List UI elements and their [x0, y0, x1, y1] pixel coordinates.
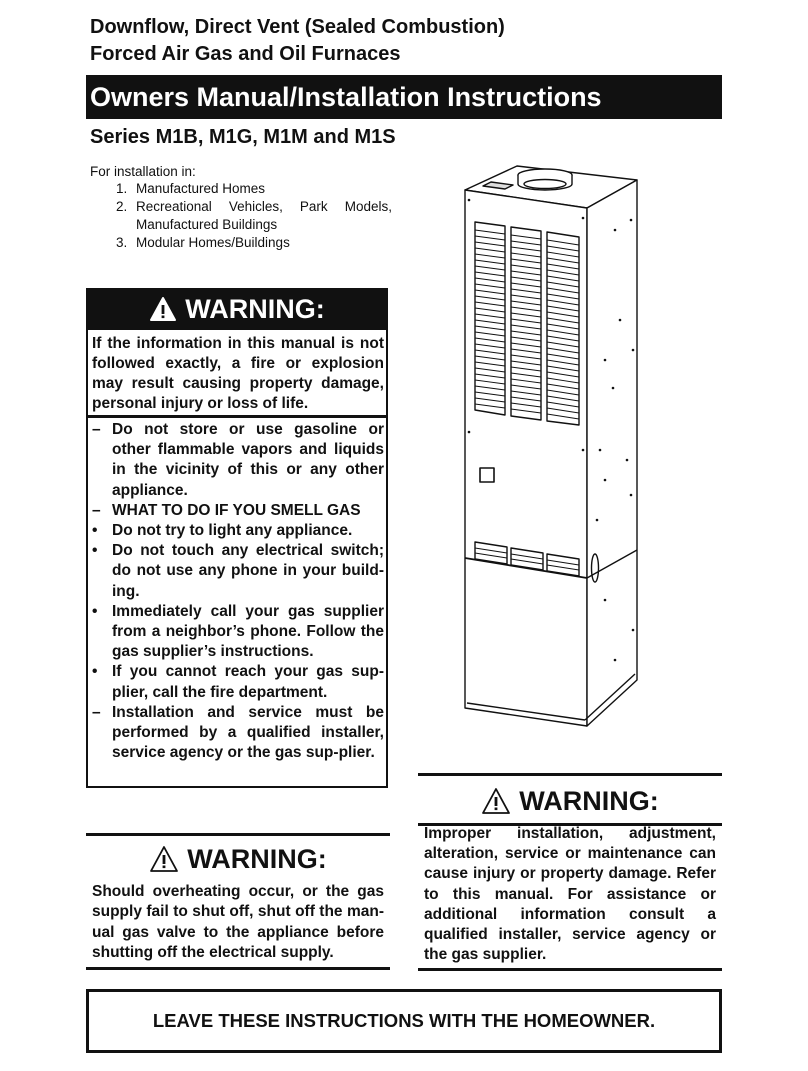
- warning-intro: If the information in this manual is not followed exactly, a fire or explosion may result causing property damage, personal injury or loss of life.: [92, 335, 384, 412]
- divider: [418, 773, 722, 776]
- warning-title: WARNING:: [519, 785, 659, 816]
- list-item: – WHAT TO DO IF YOU SMELL GAS: [92, 501, 361, 519]
- warning-body-install: Improper installation, adjustment, alteration, service or maintenance can cause injury or property damage. Refer to this manual. For assistance or additional information consult a qualified installer, service agency or the gas supplier.: [424, 825, 716, 964]
- warning-header-overheat: [86, 838, 390, 880]
- series-subtitle: Series M1B, M1G, M1M and M1S: [90, 126, 396, 148]
- list-item: 2. Recreational Vehicles, Park Models, Manufactured Buildings: [116, 199, 392, 232]
- warning-list: [92, 420, 384, 763]
- list-item: • Do not try to light any appliance.: [92, 522, 353, 540]
- footer-box: [86, 989, 722, 1053]
- page-title: Owners Manual/Installation Instructions: [90, 82, 602, 112]
- installation-list: [116, 180, 392, 252]
- list-item: • Immediately call your gas supplier from a neighbor’s phone. Follow the gas supplier’s instructions.: [92, 602, 384, 661]
- divider: [86, 967, 390, 970]
- furnace-illustration: [455, 160, 677, 730]
- list-item: • Do not touch any electrical switch; do not use any phone in your build-ing.: [92, 542, 384, 600]
- warning-triangle-icon: [481, 787, 511, 815]
- warning-header-install: [418, 780, 722, 822]
- list-item: – Installation and service must be performed by a qualified installer, service agency or the gas sup-plier.: [92, 703, 384, 762]
- divider: [86, 833, 390, 836]
- warning-body-overheat: Should overheating occur, or the gas supply fail to shut off, shut off the man-ual gas valve to the appliance before shutting off the electrical supply.: [92, 883, 384, 962]
- list-item: • If you cannot reach your gas sup-plier, call the fire department.: [92, 663, 384, 701]
- list-item: – Do not store or use gasoline or other flammable vapors and liquids in the vicinity of this or any other appliance.: [92, 421, 384, 499]
- warning-header-main: [86, 288, 388, 330]
- list-item: 1. Manufactured Homes: [116, 181, 266, 196]
- warning-triangle-icon: [149, 296, 177, 322]
- header-line-2: Forced Air Gas and Oil Furnaces: [90, 43, 401, 65]
- warning-triangle-icon: [149, 845, 179, 873]
- list-item: 3. Modular Homes/Buildings: [116, 235, 290, 250]
- installation-intro: For installation in:: [90, 164, 196, 179]
- warning-title: WARNING:: [185, 293, 325, 324]
- footer-text: LEAVE THESE INSTRUCTIONS WITH THE HOMEOWNER.: [152, 1010, 656, 1031]
- warning-title: WARNING:: [187, 843, 327, 874]
- header-line-1: Downflow, Direct Vent (Sealed Combustion): [90, 16, 505, 38]
- divider: [86, 415, 388, 418]
